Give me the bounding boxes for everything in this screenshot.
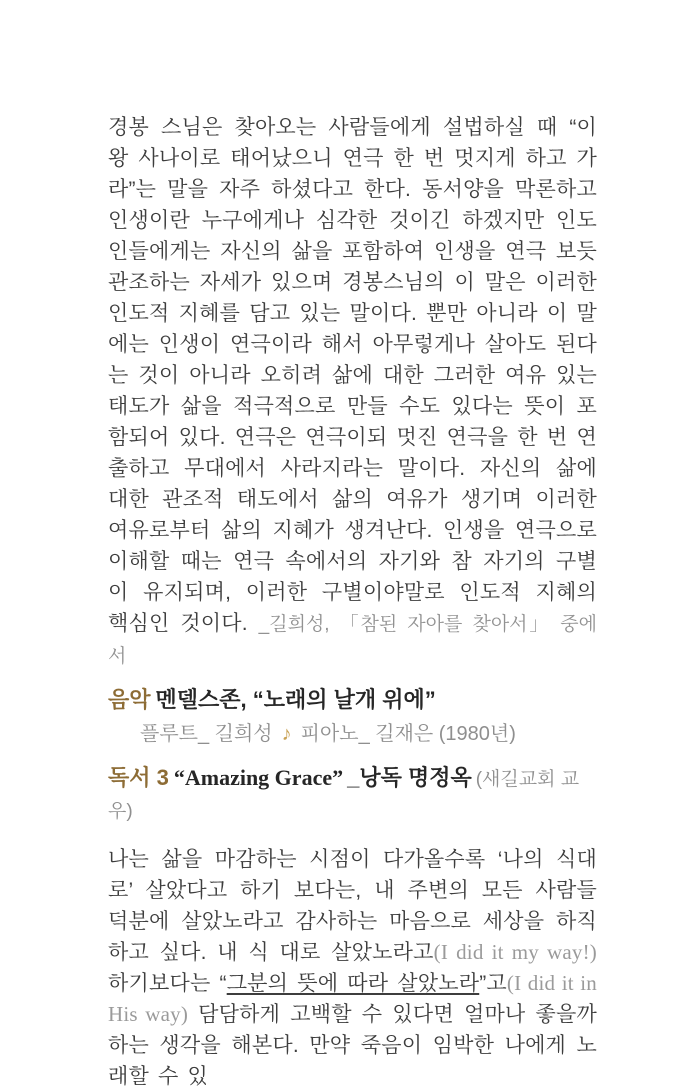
paragraph-myway-seg3: ”고 xyxy=(479,972,507,995)
paragraph-myway-seg4: 담담하게 고백할 수 있다면 얼마나 좋을까 하는 생각을 해본다. 만약 죽음이 임박한 나에게 노래할 수 있 xyxy=(108,1003,597,1088)
source-citation: _길희성, 「참된 자아를 찾아서」 중에서 xyxy=(108,614,597,667)
music-section-label: 음악 xyxy=(108,687,151,712)
english-phrase-my-way: (I did it my way!) xyxy=(433,940,597,964)
english-phrase-his-way: (I did it in His way) xyxy=(108,971,597,1026)
music-performers-line xyxy=(140,720,597,748)
reading-section-heading xyxy=(108,763,597,827)
reading-reader-name: _낭독 명정옥 xyxy=(347,765,472,790)
music-piece-title: 멘델스존, “노래의 날개 위에” xyxy=(155,687,436,712)
flute-performer: 플루트_ 길희성 xyxy=(140,723,273,745)
paragraph-myway-seg2: 하기보다는 “ xyxy=(108,972,227,995)
music-section-heading xyxy=(108,685,597,715)
paragraph-myway xyxy=(108,844,597,1092)
paragraph-kyungbong-text: 경봉 스님은 찾아오는 사람들에게 설법하실 때 “이왕 사나이로 태어났으니 연극 한 번 멋지게 하고 가라”는 말을 자주 하셨다고 한다. 동서양을 막론하고 인생이란 누구에게나 심각한 것이긴 하겠지만 인도인들에게는 자신의 삶을 포함하여 인생을 연극 보듯 관조하는 자세가 있으며 경봉스님의 이 말은 이러한 인도적 지혜를 담고 있는 말이다. 뿐만 아니라 이 말에는 인생이 연극이라 해서 아무렇게나 살아도 된다는 것이 아니라 오히려 삶에 대한 그러한 여유 있는 태도가 삶을 적극적으로 만들 수도 있다는 뜻이 포함되어 있다. 연극은 연극이되 멋진 연극을 한 번 연출하고 무대에서 사라지라는 말이다. 자신의 삶에 대한 관조적 태도에서 삶의 여유가 생기며 이러한 여유로부터 삶의 지혜가 생겨난다. 인생을 연극으로 이해할 때는 연극 속에서의 자기와 참 자기의 구별이 유지되며, 이러한 구별이야말로 인도적 지혜의 핵심인 것이다. xyxy=(108,116,597,635)
underlined-phrase-his-will: 그분의 뜻에 따라 살았노라 xyxy=(226,972,480,995)
paragraph-myway-seg1: 나는 삶을 마감하는 시점이 다가올수록 ‘나의 식대로’ 살았다고 하기 보다는, 내 주변의 모든 사람들 덕분에 살았노라고 감사하는 마음으로 세상을 하직하고 싶다. 내 식 대로 살았노라고 xyxy=(108,848,597,964)
piano-performer: 피아노_ 길재은 (1980년) xyxy=(300,723,516,745)
document-page xyxy=(108,112,597,1092)
reading-piece-title: “Amazing Grace” xyxy=(173,765,344,790)
reading-reader-affiliation: (새길교회 교우) xyxy=(108,769,580,822)
paragraph-kyungbong xyxy=(108,112,597,672)
reading-section-label: 독서 3 xyxy=(108,765,169,790)
eighth-note-icon: ♪ xyxy=(281,723,292,745)
